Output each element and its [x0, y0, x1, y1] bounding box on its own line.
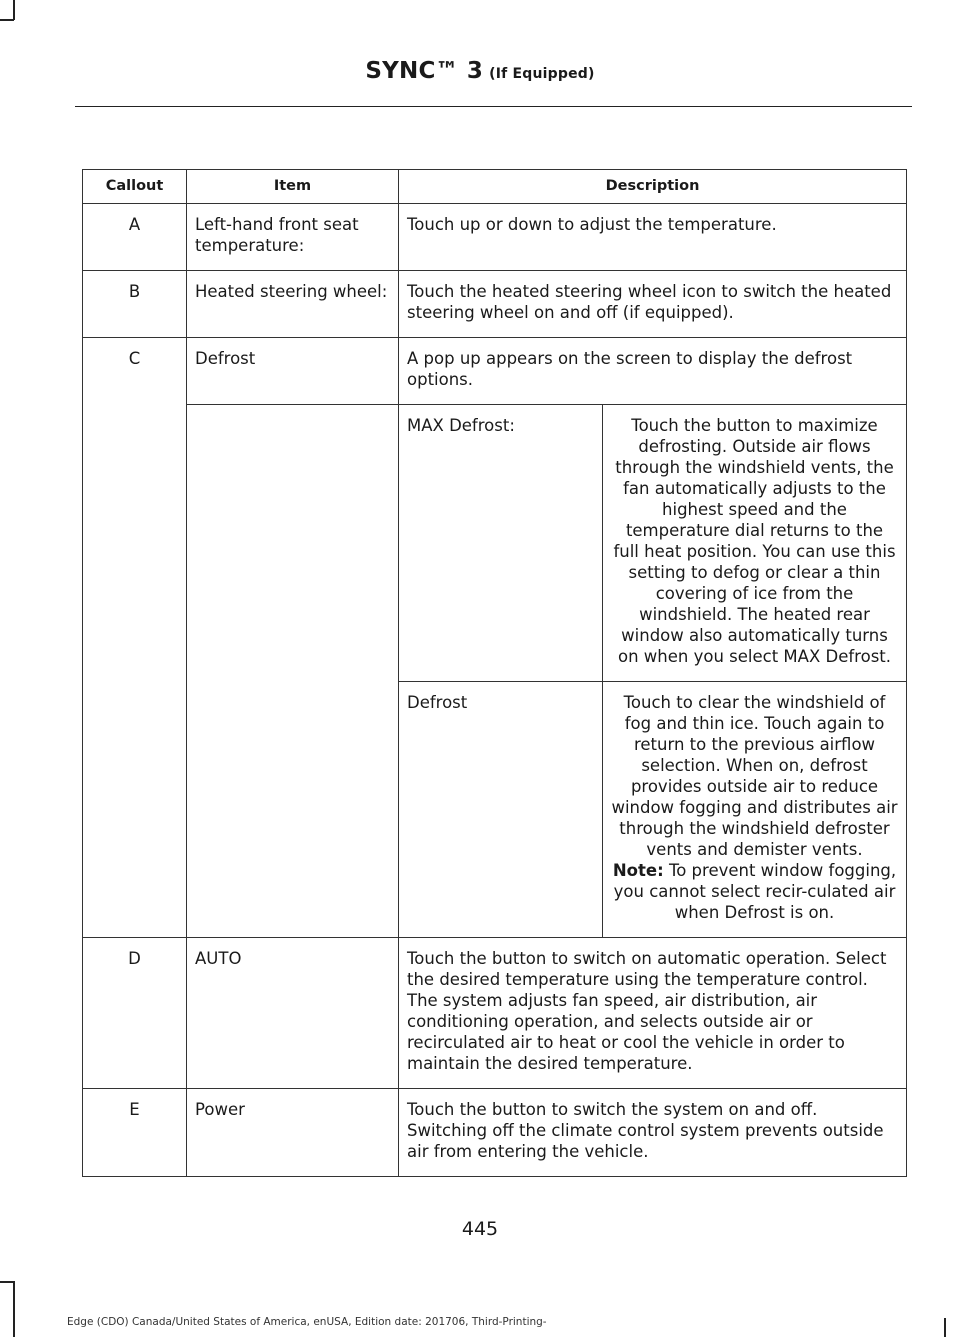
table-header-row: [83, 170, 907, 204]
footer-edition-info: Edge (CDO) Canada/United States of America, enUSA, Edition date: 201706, Third-Printing-: [67, 1316, 547, 1328]
table-row: [83, 204, 907, 271]
sub-option-description: Touch the button to maximize defrosting. Outside air flows through the windshield vents, the fan automatically adjusts to the highest speed and the temperature dial returns to the full heat position. You can use this setting to defog or clear a thin covering of ice from the windshield. The heated rear window also automatically turns on when you select MAX Defrost.: [603, 405, 907, 682]
sub-option-description-cell: [603, 682, 907, 938]
crop-mark-top-left-vertical: [13, 0, 15, 20]
description-cell: Touch the button to switch on automatic operation. Select the desired temperature using the temperature control. The system adjusts fan speed, air distribution, air conditioning operation, and selects outside air or recirculated air to heat or cool the vehicle in order to maintain the desired temperature.: [399, 938, 907, 1089]
description-cell: Touch the heated steering wheel icon to switch the heated steering wheel on and off (if equipped).: [399, 271, 907, 338]
callout-cell: C: [83, 338, 187, 938]
header-callout: Callout: [83, 170, 187, 204]
table-row: [83, 938, 907, 1089]
description-cell: Touch the button to switch the system on and off. Switching off the climate control system prevents outside air from entering the vehicle.: [399, 1089, 907, 1177]
crop-mark-bottom-left-horizontal: [0, 1281, 14, 1283]
table-row: [83, 1089, 907, 1177]
crop-mark-bottom-left-vertical: [13, 1281, 15, 1337]
description-cell: Touch up or down to adjust the temperature.: [399, 204, 907, 271]
header-item: Item: [187, 170, 399, 204]
note-label: Note:: [612, 861, 664, 880]
empty-item-cell: [187, 405, 399, 938]
note-text: To prevent window fogging, you cannot select recir-culated air when Defrost is on.: [613, 861, 897, 922]
page-header: [0, 58, 960, 84]
note: [611, 860, 898, 923]
header-rule: [75, 106, 912, 107]
item-cell: Power: [187, 1089, 399, 1177]
sub-option-label: MAX Defrost:: [399, 405, 603, 682]
item-cell: AUTO: [187, 938, 399, 1089]
page-number: 445: [461, 1218, 499, 1240]
sub-option-description: Touch to clear the windshield of fog and thin ice. Touch again to return to the previous airflow selection. When on, defrost provides outside air to reduce window fogging and distributes air through the windshield defroster vents and demister vents.: [611, 693, 898, 859]
item-cell: Defrost: [187, 338, 399, 405]
item-cell: Heated steering wheel:: [187, 271, 399, 338]
sub-option-label: Defrost: [399, 682, 603, 938]
crop-mark-top-left-horizontal: [0, 19, 14, 21]
description-cell: A pop up appears on the screen to display the defrost options.: [399, 338, 907, 405]
climate-controls-table: [82, 169, 907, 1177]
header-description: Description: [399, 170, 907, 204]
table-row: [83, 338, 907, 405]
header-qualifier: (If Equipped): [489, 66, 595, 82]
table-row: [83, 271, 907, 338]
callout-cell: E: [83, 1089, 187, 1177]
callout-cell: A: [83, 204, 187, 271]
callout-cell: B: [83, 271, 187, 338]
crop-mark-bottom-right-vertical: [944, 1318, 946, 1337]
table-row: [83, 405, 907, 682]
header-title: SYNC™ 3: [365, 58, 484, 84]
callout-cell: D: [83, 938, 187, 1089]
item-cell: Left-hand front seat temperature:: [187, 204, 399, 271]
